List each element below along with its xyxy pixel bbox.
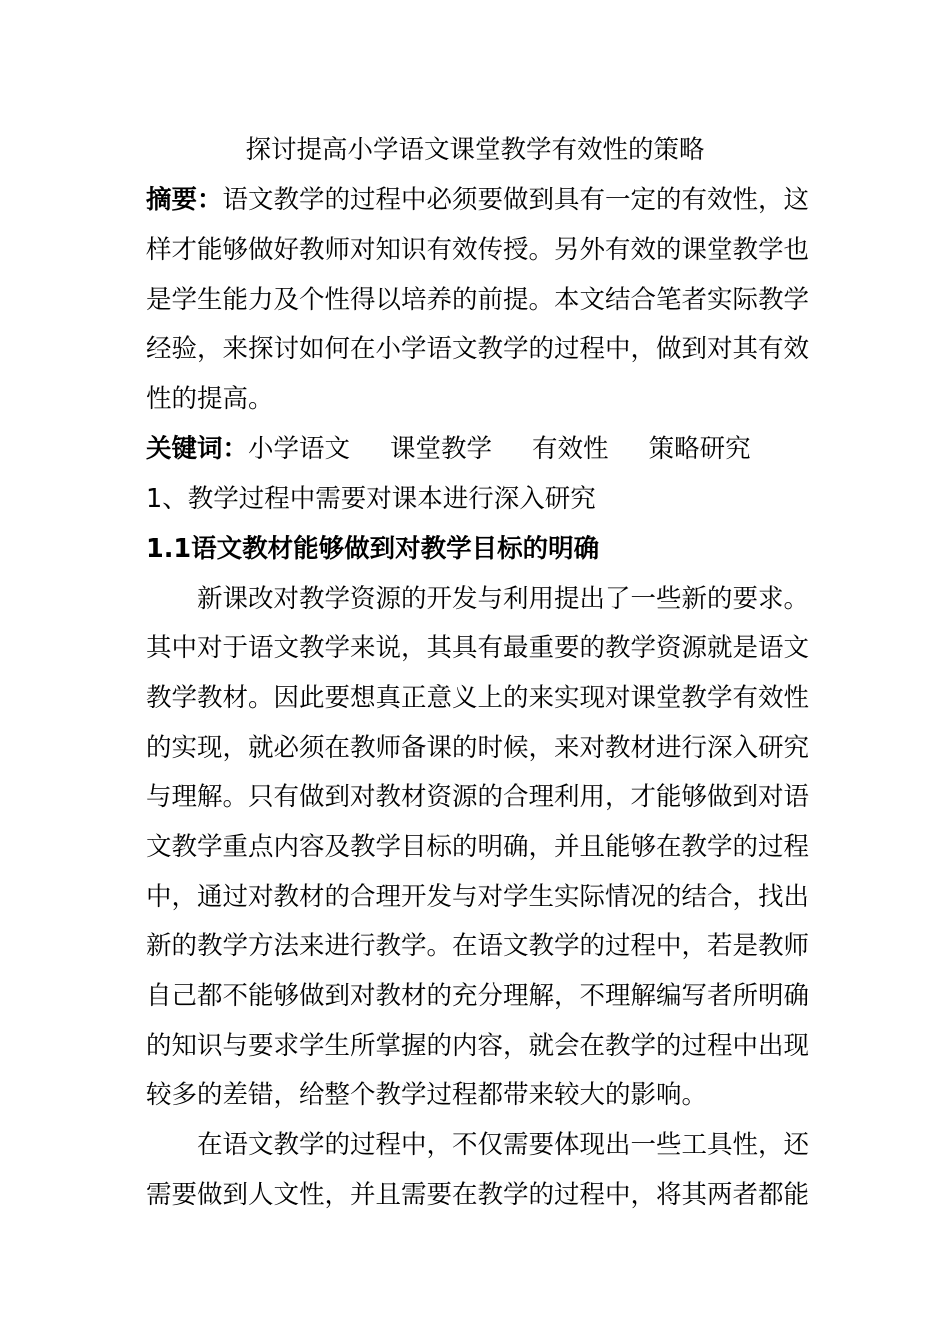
paragraph-line: 新课改对教学资源的开发与利用提出了一些新的要求。 <box>197 584 810 614</box>
paragraph-line: 的实现，就必须在教师备课的时候，来对教材进行深入研究 <box>146 733 810 763</box>
keyword-item: 策略研究 <box>648 434 751 464</box>
paragraph-line: 与理解。只有做到对教材资源的合理利用，才能够做到对语 <box>146 782 810 812</box>
keywords-line <box>146 432 751 466</box>
paragraph-line: 其中对于语文教学来说，其具有最重要的教学资源就是语文 <box>146 633 810 663</box>
abstract-label: 摘要： <box>146 185 223 215</box>
keyword-item: 课堂教学 <box>390 434 493 464</box>
document-title: 探讨提高小学语文课堂教学有效性的策略 <box>245 135 705 165</box>
paragraph-line: 需要做到人文性，并且需要在教学的过程中，将其两者都能 <box>146 1180 810 1210</box>
paragraph-line: 中，通过对教材的合理开发与对学生实际情况的结合，找出 <box>146 882 810 912</box>
paragraph-line: 较多的差错，给整个教学过程都带来较大的影响。 <box>146 1080 708 1110</box>
keyword-item: 有效性 <box>532 434 609 464</box>
abstract-text: 语文教学的过程中必须要做到具有一定的有效性，这 <box>222 185 810 215</box>
paragraph-line: 自己都不能够做到对教材的充分理解，不理解编写者所明确 <box>146 981 810 1011</box>
keyword-item: 小学语文 <box>248 434 351 464</box>
paragraph-line: 文教学重点内容及教学目标的明确，并且能够在教学的过程 <box>146 832 810 862</box>
section-heading: 1、教学过程中需要对课本进行深入研究 <box>146 484 596 514</box>
abstract-line-3: 是学生能力及个性得以培养的前提。本文结合笔者实际教学 <box>146 285 810 315</box>
paragraph-line: 在语文教学的过程中，不仅需要体现出一些工具性，还 <box>197 1130 810 1160</box>
abstract-line-2: 样才能够做好教师对知识有效传授。另外有效的课堂教学也 <box>146 235 810 265</box>
abstract-line-5: 性的提高。 <box>146 384 274 414</box>
subsection-heading: 1.1语文教材能够做到对教学目标的明确 <box>146 534 600 564</box>
paragraph-line: 教学教材。因此要想真正意义上的来实现对课堂教学有效性 <box>146 683 810 713</box>
abstract-line-1 <box>146 183 809 217</box>
abstract-line-4: 经验，来探讨如何在小学语文教学的过程中，做到对其有效 <box>146 334 810 364</box>
keywords-label: 关键词： <box>146 434 249 464</box>
paragraph-line: 新的教学方法来进行教学。在语文教学的过程中，若是教师 <box>146 931 810 961</box>
paragraph-line: 的知识与要求学生所掌握的内容，就会在教学的过程中出现 <box>146 1031 810 1061</box>
